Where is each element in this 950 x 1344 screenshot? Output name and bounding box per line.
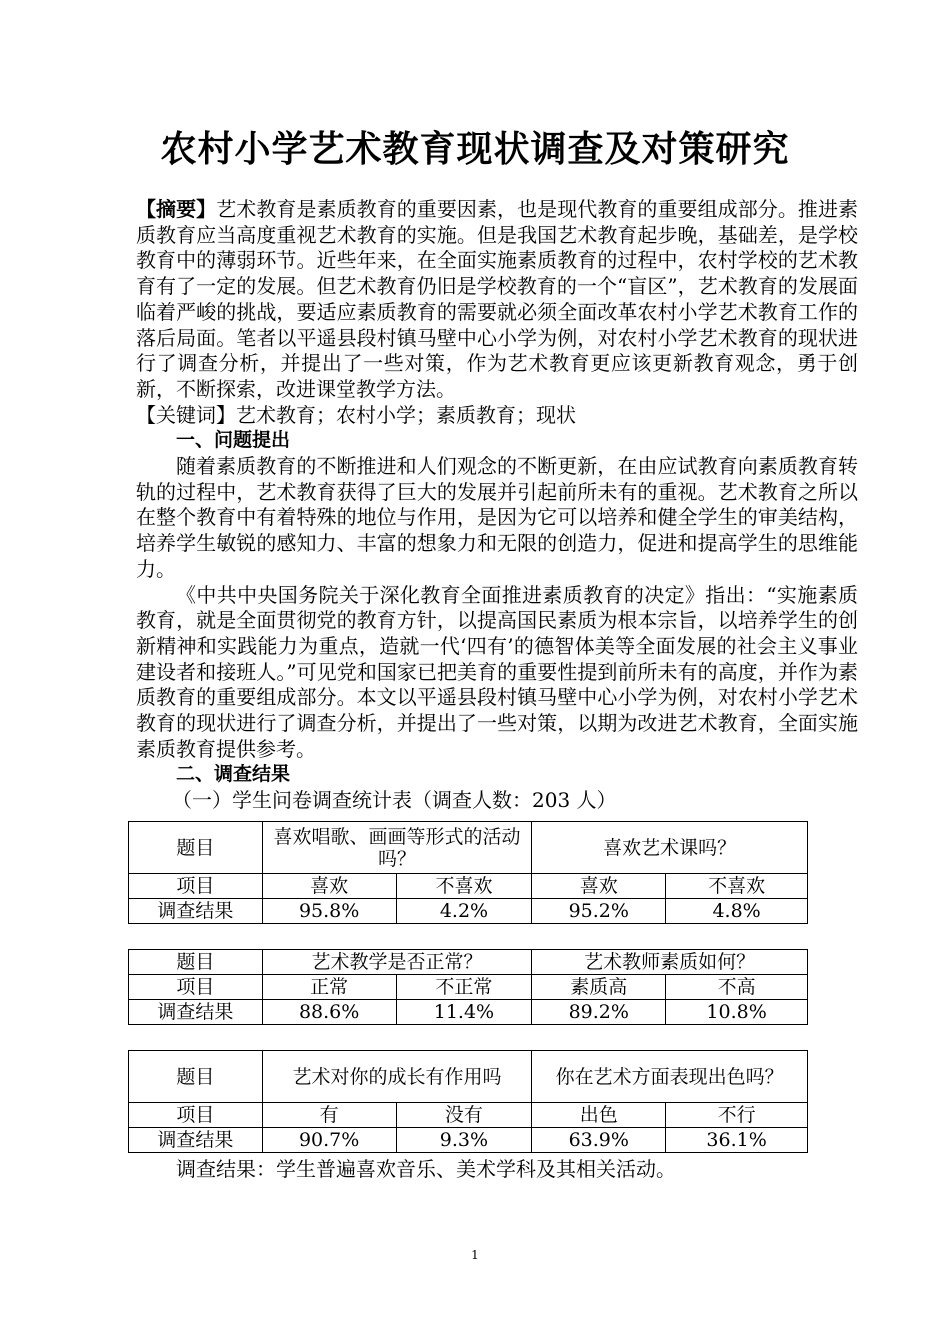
conclusion-text: 调查结果：学生普遍喜欢音乐、美术学科及其相关活动。	[176, 1157, 676, 1181]
table-cell: 调查结果	[129, 1128, 263, 1153]
table-cell: 88.6%	[262, 1000, 396, 1025]
abstract-label: 【摘要】	[136, 197, 217, 221]
table-cell: 10.8%	[666, 1000, 808, 1025]
keywords-label: 【关键词】	[136, 402, 236, 427]
keywords-text: 艺术教育；农村小学；素质教育；现状	[236, 402, 576, 427]
table-cell: 95.2%	[532, 899, 666, 924]
page-number: 1	[471, 1248, 479, 1262]
table-row	[129, 822, 808, 874]
survey-table-3	[128, 1050, 808, 1153]
table-cell: 4.8%	[666, 899, 808, 924]
table-cell: 项目	[129, 975, 263, 1000]
body-text	[136, 197, 858, 814]
table-cell: 素质高	[532, 975, 666, 1000]
table-cell: 不行	[666, 1103, 808, 1128]
table-cell: 艺术教师素质如何？	[532, 950, 808, 975]
table-cell: 题目	[129, 950, 263, 975]
section2-subheading: （一）学生问卷调查统计表（调查人数：203 人）	[172, 788, 617, 813]
table-row	[129, 1051, 808, 1103]
section1-paragraph-1: 随着素质教育的不断推进和人们观念的不断更新，在由应试教育向素质教育转轨的过程中，艺术教育获得了巨大的发展并引起前所未有的重视。艺术教育之所以在整个教育中有着特殊的地位与作用，是因为它可以培养和健全学生的审美结构，培养学生敏锐的感知力、丰富的想象力和无限的创造力，促进和提高学生的思维能力。	[136, 454, 858, 581]
page-title: 农村小学艺术教育现状调查及对策研究	[160, 129, 790, 170]
table-cell: 你在艺术方面表现出色吗？	[532, 1051, 808, 1103]
section1-heading: 一、问题提出	[176, 429, 291, 452]
section1-paragraph-2: 《中共中央国务院关于深化教育全面推进素质教育的决定》指出：“实施素质教育，就是全面贯彻党的教育方针，以提高国民素质为根本宗旨，以培养学生的创新精神和实践能力为重点，造就一代‘四有’的德智体美等全面发展的社会主义事业建设者和接班人。”可见党和国家已把美育的重要性提到前所未有的高度，并作为素质教育的重要组成部分。本文以平遥县段村镇马壁中心小学为例，对农村小学艺术教育的现状进行了调查分析，并提出了一些对策，以期为改进艺术教育，全面实施素质教育提供参考。	[136, 582, 858, 761]
table-cell: 不喜欢	[666, 874, 808, 899]
table-row	[129, 950, 808, 975]
keywords-paragraph	[136, 403, 858, 429]
table-cell: 喜欢	[262, 874, 396, 899]
table-cell: 36.1%	[666, 1128, 808, 1153]
table-cell: 不正常	[396, 975, 532, 1000]
table-row	[129, 1000, 808, 1025]
table-row	[129, 899, 808, 924]
table-cell: 艺术对你的成长有作用吗	[262, 1051, 532, 1103]
table-cell: 95.8%	[262, 899, 396, 924]
table-cell: 调查结果	[129, 899, 263, 924]
abstract-text: 艺术教育是素质教育的重要因素，也是现代教育的重要组成部分。推进素质教育应当高度重视艺术教育的实施。但是我国艺术教育起步晚，基础差，是学校教育中的薄弱环节。近些年来，在全面实施素质教育的过程中，农村学校的艺术教育有了一定的发展。但艺术教育仍旧是学校教育的一个“盲区”，艺术教育的发展面临着严峻的挑战，要适应素质教育的需要就必须全面改革农村小学艺术教育工作的落后局面。笔者以平遥县段村镇马壁中心小学为例，对农村小学艺术教育的现状进行了调查分析，并提出了一些对策，作为艺术教育更应该更新教育观念，勇于创新，不断探索，改进课堂教学方法。	[136, 197, 859, 401]
table-cell: 89.2%	[532, 1000, 666, 1025]
table-cell: 题目	[129, 1051, 263, 1103]
table-cell: 11.4%	[396, 1000, 532, 1025]
table-cell: 63.9%	[532, 1128, 666, 1153]
table-cell: 不高	[666, 975, 808, 1000]
survey-table-1	[128, 821, 808, 924]
table-cell: 正常	[262, 975, 396, 1000]
table-cell: 没有	[396, 1103, 532, 1128]
table-cell: 喜欢	[532, 874, 666, 899]
table-cell: 项目	[129, 1103, 263, 1128]
table-cell: 90.7%	[262, 1128, 396, 1153]
table-cell: 题目	[129, 822, 263, 874]
table-cell: 艺术教学是否正常？	[262, 950, 532, 975]
survey-table-2	[128, 949, 808, 1025]
table-cell: 项目	[129, 874, 263, 899]
table-cell: 喜欢艺术课吗？	[532, 822, 808, 874]
section2-heading: 二、调查结果	[176, 763, 291, 786]
table-cell: 不喜欢	[396, 874, 532, 899]
table-cell: 出色	[532, 1103, 666, 1128]
table-cell: 调查结果	[129, 1000, 263, 1025]
table-cell: 9.3%	[396, 1128, 532, 1153]
table-cell: 4.2%	[396, 899, 532, 924]
table-cell: 有	[262, 1103, 396, 1128]
table-row	[129, 1128, 808, 1153]
table-row	[129, 874, 808, 899]
table-row	[129, 1103, 808, 1128]
table-cell: 喜欢唱歌、画画等形式的活动吗？	[262, 822, 532, 874]
abstract-paragraph	[136, 197, 858, 403]
table-row	[129, 975, 808, 1000]
